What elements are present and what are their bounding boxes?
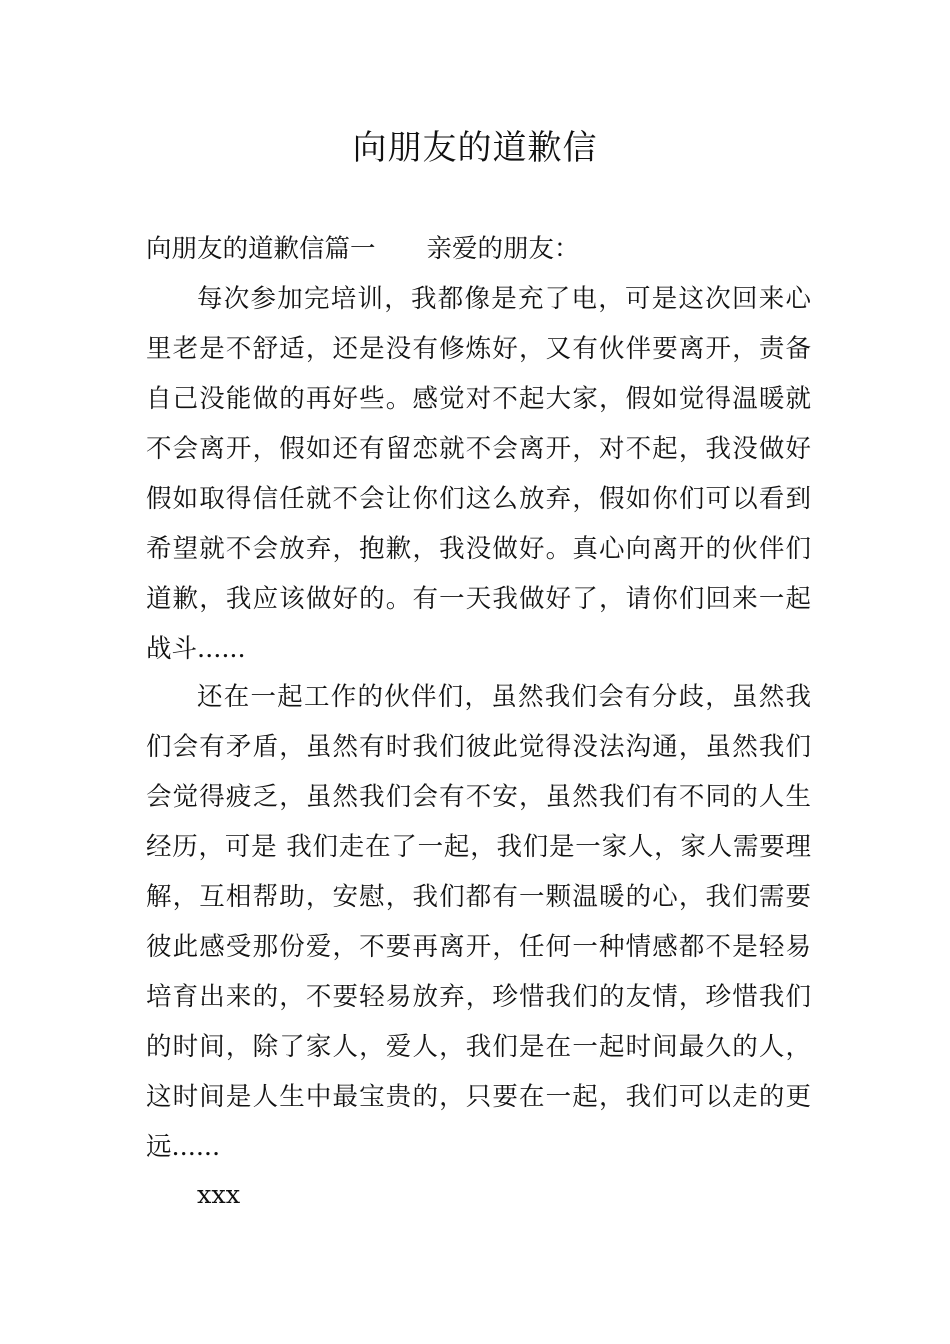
paragraph-1-line: 战斗......: [146, 634, 246, 664]
paragraph-2-line: 会觉得疲乏，虽然我们会有不安，虽然我们有不同的人生: [146, 782, 811, 812]
page-title: 向朋友的道歉信: [352, 128, 598, 168]
paragraph-1-line: 每次参加完培训，我都像是充了电，可是这次回来心: [197, 284, 811, 314]
paragraph-1-line: 假如取得信任就不会让你们这么放弃，假如你们可以看到: [146, 484, 811, 514]
paragraph-2-line: 还在一起工作的伙伴们，虽然我们会有分歧，虽然我: [197, 682, 811, 712]
paragraph-2-line: 这时间是人生中最宝贵的，只要在一起，我们可以走的更: [146, 1082, 811, 1112]
paragraph-1-line: 希望就不会放弃，抱歉，我没做好。真心向离开的伙伴们: [146, 534, 811, 564]
paragraph-2-line: 经历，可是 我们走在了一起，我们是一家人，家人需要理: [146, 832, 811, 862]
paragraph-2-line: 的时间，除了家人，爱人，我们是在一起时间最久的人，: [146, 1032, 811, 1062]
paragraph-2-line: 们会有矛盾，虽然有时我们彼此觉得没法沟通，虽然我们: [146, 732, 811, 762]
signature: xxx: [197, 1180, 241, 1210]
paragraph-2-line: 彼此感受那份爱，不要再离开，任何一种情感都不是轻易: [146, 932, 811, 962]
paragraph-1-line: 里老是不舒适，还是没有修炼好，又有伙伴要离开，责备: [146, 334, 811, 364]
paragraph-2-line: 远......: [146, 1132, 221, 1162]
paragraph-2-line: 解，互相帮助，安慰，我们都有一颗温暖的心，我们需要: [146, 882, 811, 912]
paragraph-1-line: 道歉，我应该做好的。有一天我做好了，请你们回来一起: [146, 584, 811, 614]
paragraph-1-line: 自己没能做的再好些。感觉对不起大家，假如觉得温暖就: [146, 384, 811, 414]
paragraph-1-line: 不会离开，假如还有留恋就不会离开，对不起，我没做好: [146, 434, 811, 464]
heading-line: 向朋友的道歉信篇一 亲爱的朋友：: [146, 234, 580, 264]
paragraph-2-line: 培育出来的，不要轻易放弃，珍惜我们的友情，珍惜我们: [146, 982, 811, 1012]
